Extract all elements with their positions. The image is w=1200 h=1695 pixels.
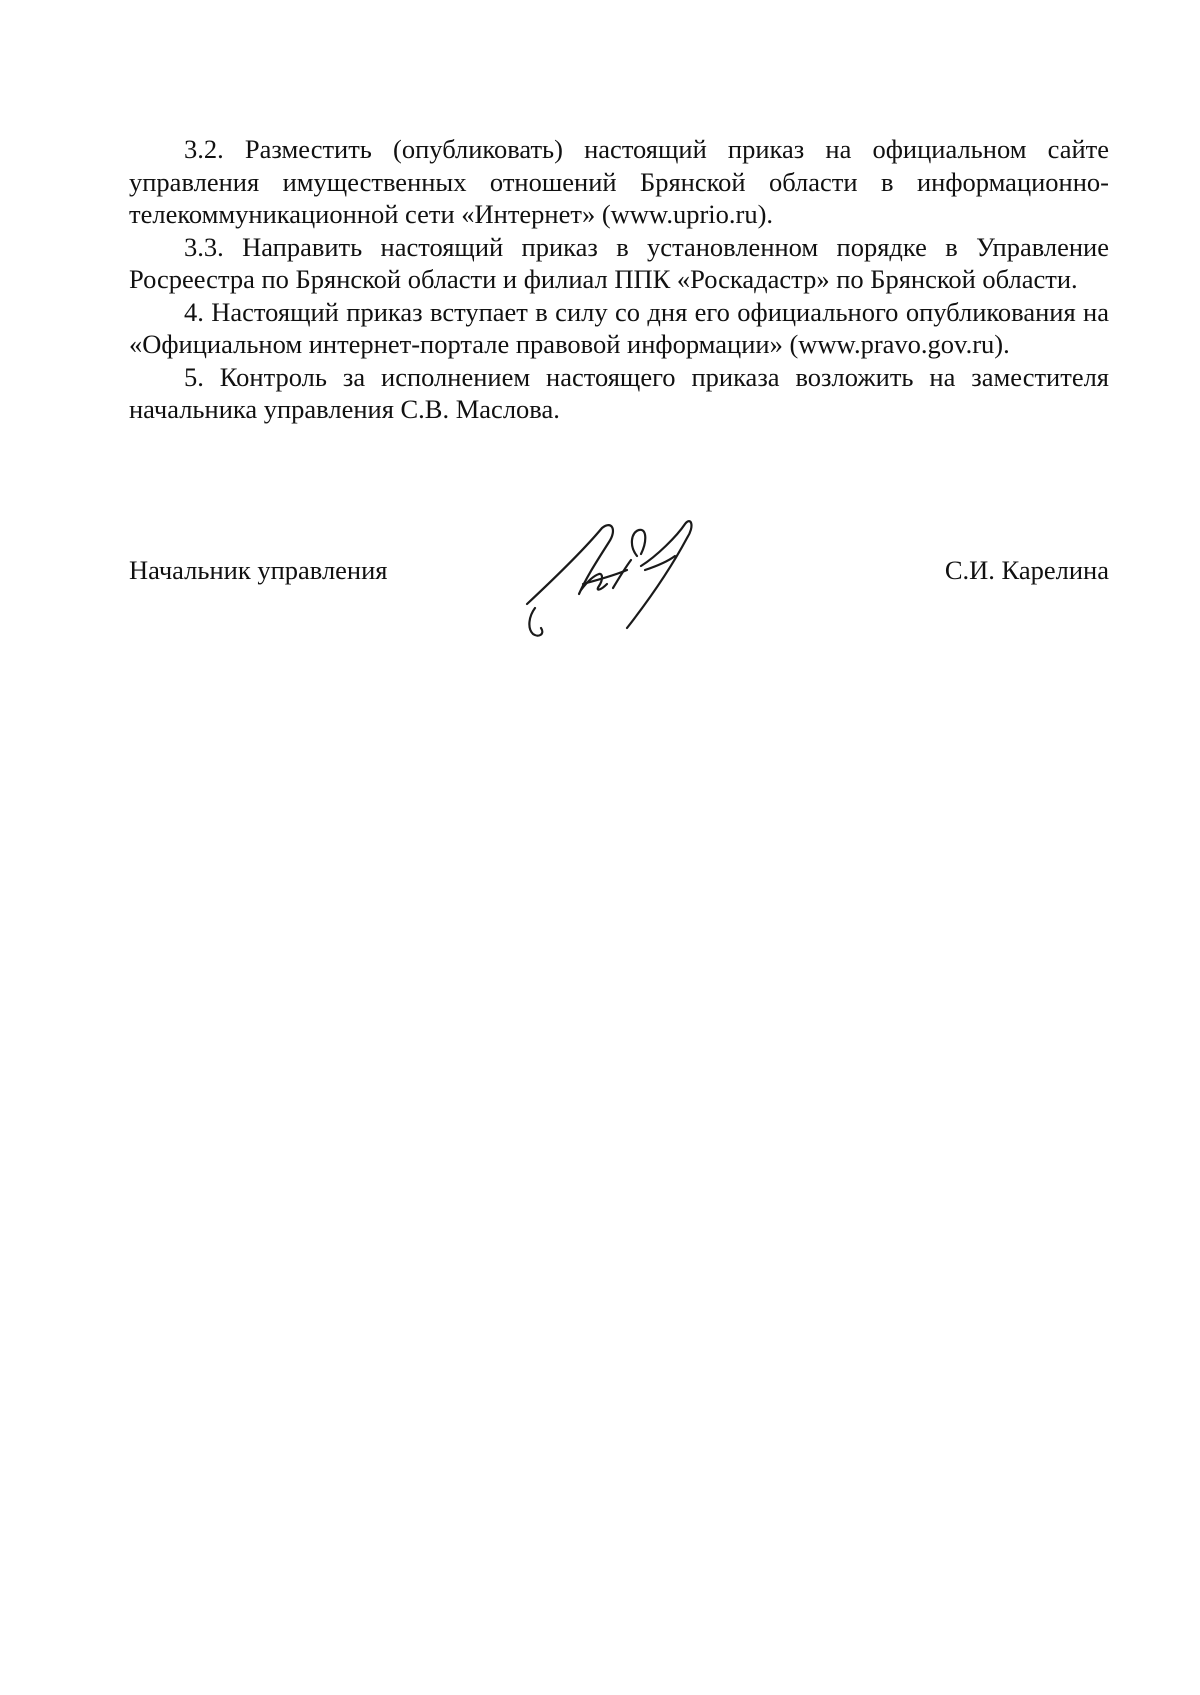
handwritten-signature-icon xyxy=(517,516,717,656)
paragraph-5: 5. Контроль за исполнением настоящего приказа возложить на заместителя начальника управления С.В. Маслова. xyxy=(129,361,1109,424)
signature-block xyxy=(129,516,1109,656)
paragraph-3-3: 3.3. Направить настоящий приказ в установленном порядке в Управление Росреестра по Брянской области и филиал ППК «Роскадастр» по Брянской области. xyxy=(129,231,1109,294)
document-body xyxy=(129,133,1109,426)
signer-name: С.И. Карелина xyxy=(944,555,1109,585)
paragraph-4: 4. Настоящий приказ вступает в силу со дня его официального опубликования на «Официальном интернет-портале правовой информации» (www.pravo.gov.ru). xyxy=(129,296,1109,359)
paragraph-3-2: 3.2. Разместить (опубликовать) настоящий приказ на официальном сайте управления имущественных отношений Брянской области в информационно-телекоммуникационной сети «Интернет» (www.uprio.ru). xyxy=(129,134,1109,229)
signer-position: Начальник управления xyxy=(129,555,388,585)
